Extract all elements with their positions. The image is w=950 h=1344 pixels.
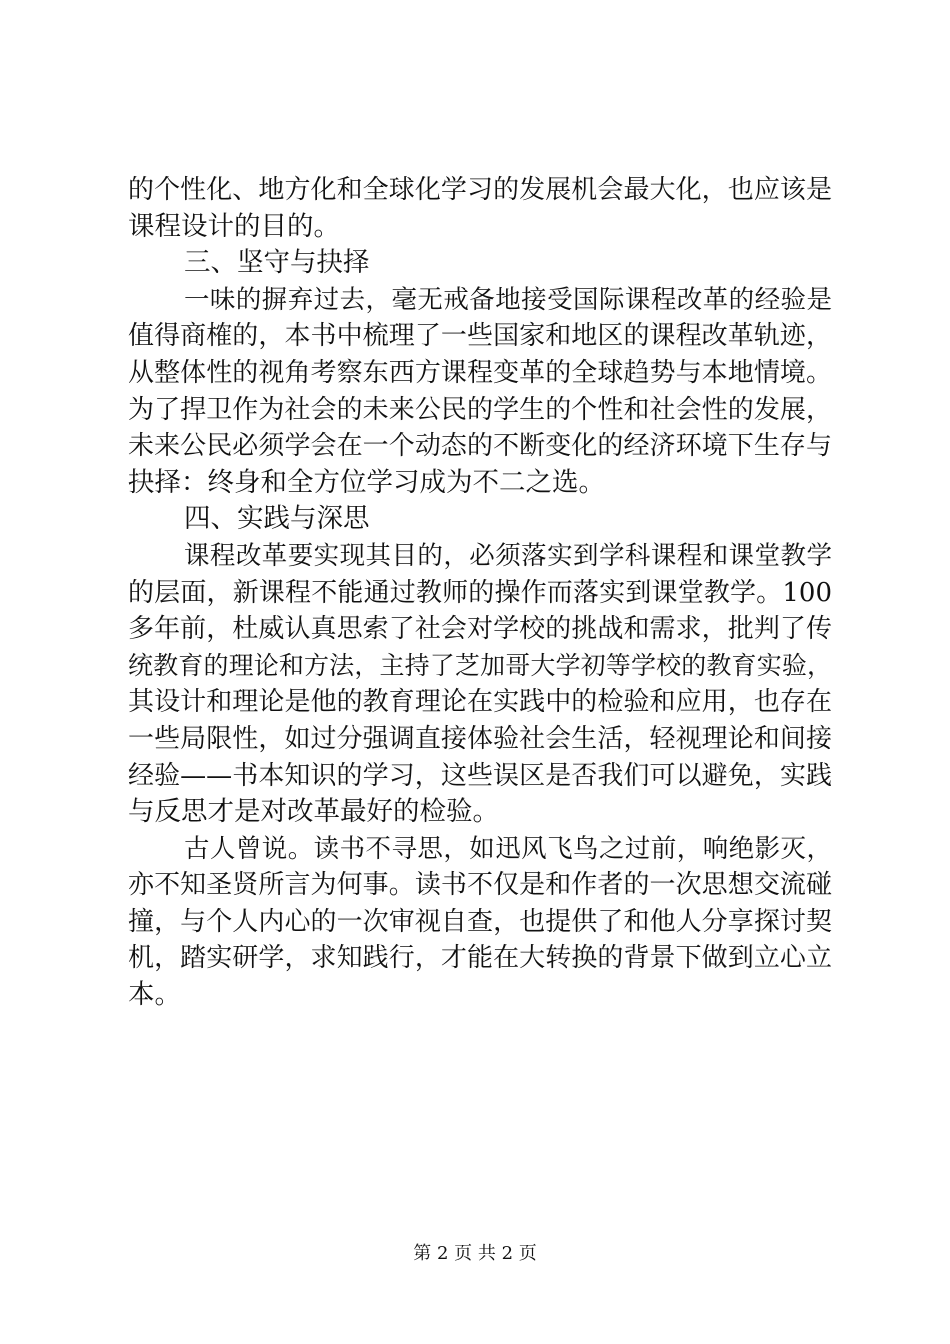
text-line: 值得商榷的，本书中梳理了一些国家和地区的课程改革轨迹，	[128, 321, 832, 352]
section-heading: 三、坚守与抉择	[184, 247, 370, 279]
text-line: 为了捍卫作为社会的未来公民的学生的个性和社会性的发展，	[128, 394, 832, 425]
text-line: 经验——书本知识的学习，这些误区是否我们可以避免，实践	[128, 760, 832, 791]
text-line: 抉择：终身和全方位学习成为不二之选。	[128, 466, 605, 498]
section-heading: 四、实践与深思	[184, 503, 370, 535]
text-line: 多年前，杜威认真思索了社会对学校的挑战和需求，批判了传	[128, 614, 832, 645]
page-footer: 第 2 页 共 2 页	[413, 1243, 537, 1264]
text-line: 撞，与个人内心的一次审视自查，也提供了和他人分享探讨契	[128, 906, 832, 937]
text-line: 课程改革要实现其目的，必须落实到学科课程和课堂教学	[184, 540, 832, 571]
text-line: 与反思才是对改革最好的检验。	[128, 796, 499, 828]
text-line: 亦不知圣贤所言为何事。读书不仅是和作者的一次思想交流碰	[128, 870, 832, 901]
text-line: 课程设计的目的。	[128, 210, 340, 242]
text-line: 统教育的理论和方法，主持了芝加哥大学初等学校的教育实验，	[128, 650, 832, 680]
text-line: 的层面，新课程不能通过教师的操作而落实到课堂教学。100	[128, 577, 832, 608]
text-line: 从整体性的视角考察东西方课程变革的全球趋势与本地情境。	[128, 357, 832, 388]
text-line: 古人曾说。读书不寻思，如迅风飞鸟之过前，响绝影灭，	[184, 833, 832, 864]
text-line: 本。	[128, 979, 181, 1011]
text-line: 其设计和理论是他的教育理论在实践中的检验和应用，也存在	[128, 687, 832, 718]
text-line: 一味的摒弃过去，毫无戒备地接受国际课程改革的经验是	[184, 284, 832, 315]
document-body	[128, 172, 832, 1014]
text-line: 的个性化、地方化和全球化学习的发展机会最大化，也应该是	[128, 175, 832, 205]
text-line: 机，踏实研学，求知践行，才能在大转换的背景下做到立心立	[128, 943, 832, 974]
text-line: 一些局限性，如过分强调直接体验社会生活，轻视理论和间接	[128, 723, 832, 754]
text-line: 未来公民必须学会在一个动态的不断变化的经济环境下生存与	[128, 431, 832, 462]
